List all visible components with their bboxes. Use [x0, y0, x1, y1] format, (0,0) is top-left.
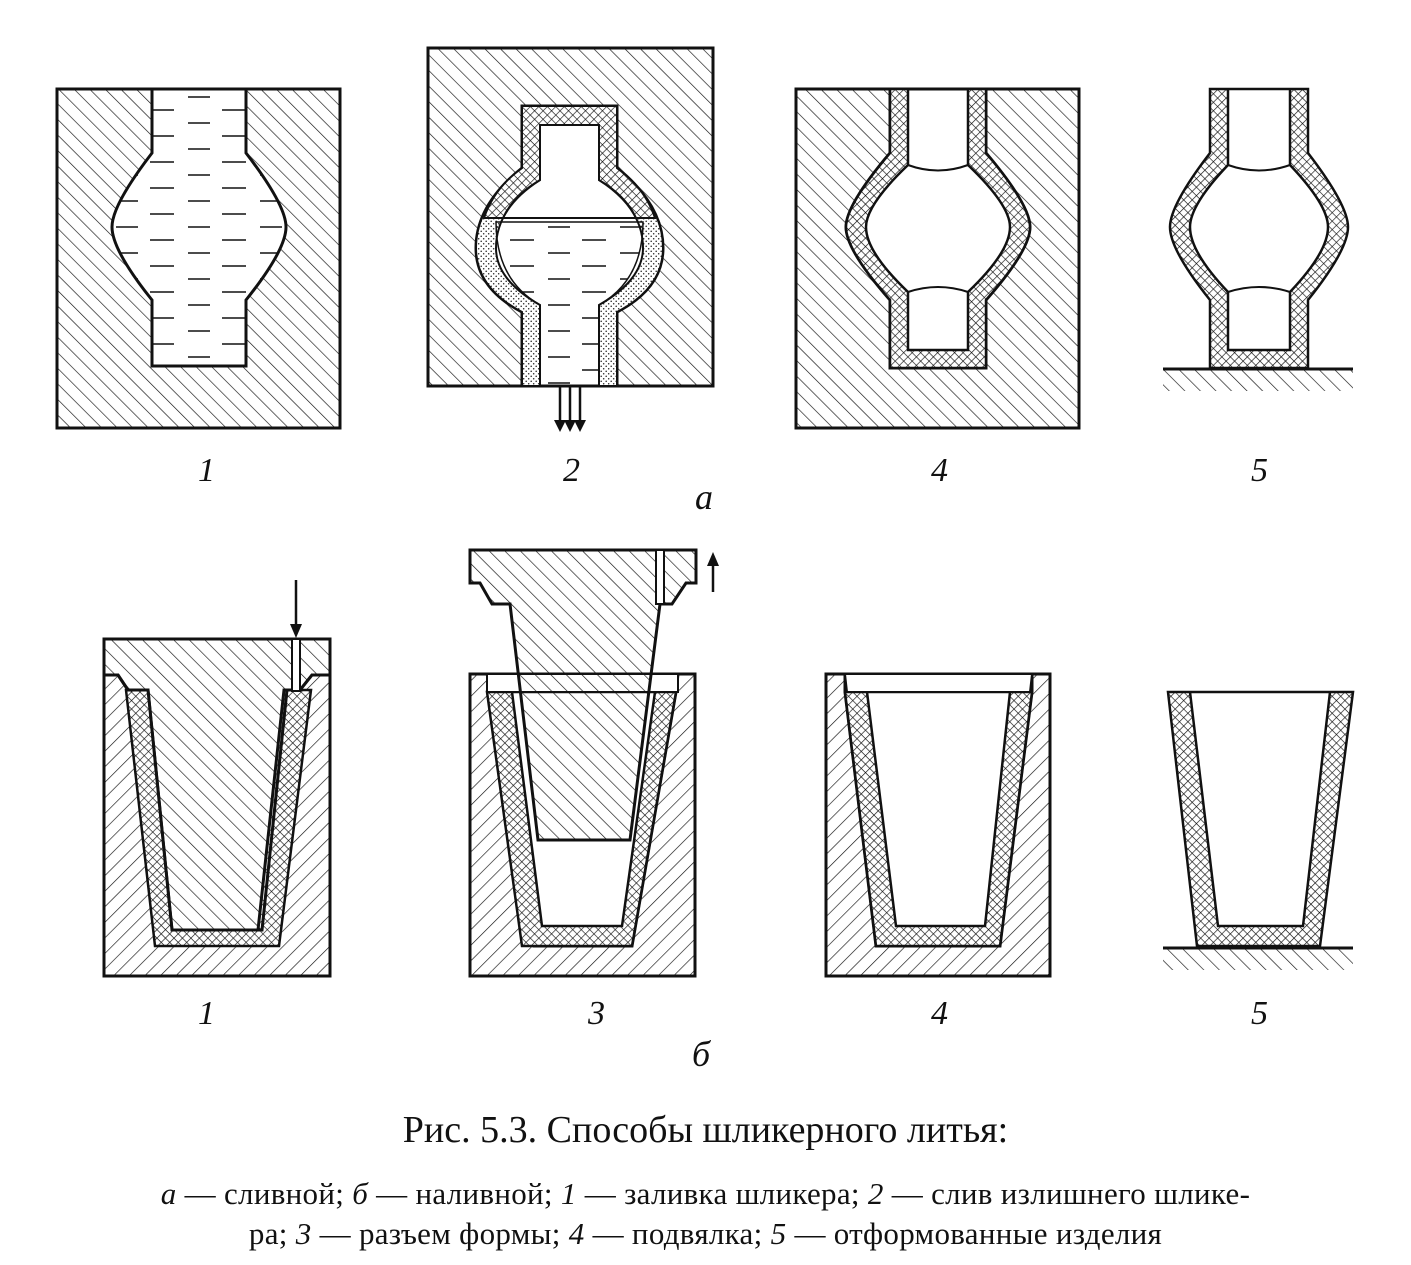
b-stage-label-4: 4 [931, 995, 948, 1032]
legend-text-5: — отформованные изделия [786, 1216, 1163, 1251]
legend-key-b: б [352, 1176, 369, 1211]
a-stage-label-5: 5 [1251, 452, 1268, 489]
b-stage-5-article [1163, 692, 1353, 970]
b-stage-label-1: 1 [198, 995, 215, 1032]
a-stage-label-2: 2 [563, 452, 580, 489]
legend-key-4: 4 [568, 1216, 585, 1251]
legend-text-3: — разъем формы; [311, 1216, 569, 1251]
legend-line-2 [0, 1214, 1411, 1254]
a-stage-4-mold [796, 89, 1079, 428]
a-stage-5-article [1163, 89, 1353, 391]
a-stage-2-mold [428, 48, 713, 432]
a-stage-label-4: 4 [931, 452, 948, 489]
legend-text-b: — наливной; [368, 1176, 561, 1211]
legend-line-1 [0, 1174, 1411, 1214]
figure-caption-legend [0, 1174, 1411, 1254]
a-stage-1-mold [57, 89, 340, 428]
legend-text-a: — сливной; [176, 1176, 353, 1211]
figure-caption-title: Рис. 5.3. Способы шликерного литья: [402, 1109, 1009, 1151]
b-stage-label-5: 5 [1251, 995, 1268, 1032]
legend-key-2: 2 [867, 1176, 884, 1211]
b-stage-1-mold [104, 580, 330, 976]
legend-key-1: 1 [560, 1176, 577, 1211]
b-stage-3-mold [470, 550, 719, 976]
group-b-letter: б [692, 1034, 711, 1074]
legend-text-1: — заливка шликера; [576, 1176, 868, 1211]
legend-key-a: а [160, 1176, 177, 1211]
b-stage-4-mold [826, 674, 1050, 976]
legend-key-5: 5 [770, 1216, 787, 1251]
legend-text-4: — подвялка; [584, 1216, 771, 1251]
legend-text-2a: — слив излишнего шлике- [883, 1176, 1251, 1211]
group-a-letter: а [695, 477, 713, 517]
b-stage-label-3: 3 [588, 995, 605, 1032]
legend-text-2b: ра; [248, 1216, 296, 1251]
legend-key-3: 3 [295, 1216, 312, 1251]
a-stage-label-1: 1 [198, 452, 215, 489]
